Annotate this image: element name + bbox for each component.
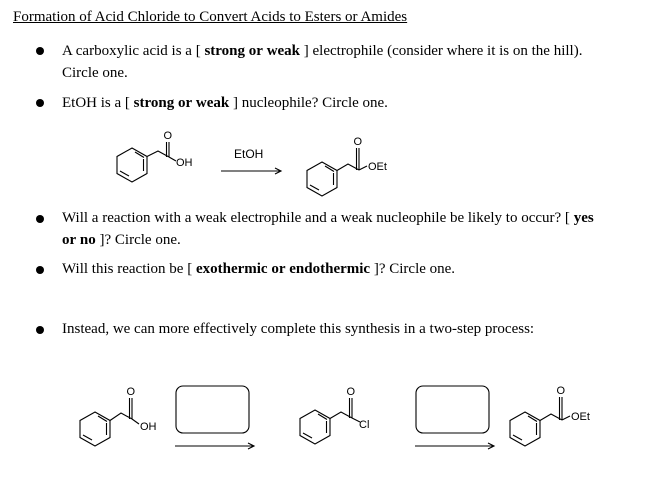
q4-option-endothermic[interactable]: endothermic bbox=[289, 261, 371, 277]
rxn1-hydroxyl-oh: OH bbox=[176, 157, 193, 169]
rxn2-chloride-cl: Cl bbox=[359, 419, 370, 431]
answer-box-2[interactable] bbox=[416, 386, 489, 433]
q3-text-end: ]? Circle one. bbox=[95, 232, 181, 248]
q1-or: or bbox=[248, 43, 263, 59]
ethyl-benzoate-structure-2 bbox=[510, 397, 570, 446]
rxn1-carbonyl-o: O bbox=[163, 130, 173, 142]
q3-or: or bbox=[62, 232, 77, 248]
q1-circle-one: Circle one. bbox=[62, 65, 128, 81]
page-title: Formation of Acid Chloride to Convert Acids to Esters or Amides bbox=[13, 9, 408, 25]
rxn1-product-carbonyl-o: O bbox=[353, 136, 363, 148]
q1-option-strong[interactable]: strong bbox=[204, 43, 246, 59]
q4-or: or bbox=[271, 261, 286, 277]
q5-text: Instead, we can more effectively complete this synthesis in a two-step process: bbox=[62, 321, 535, 337]
q1-text-end: ] electrophile (consider where it is on the hill). bbox=[300, 43, 583, 59]
rxn2-ester-carbonyl-o: O bbox=[556, 385, 566, 397]
q3-option-no[interactable]: no bbox=[79, 232, 96, 248]
rxn2-chloride-carbonyl-o: O bbox=[346, 386, 356, 398]
benzoyl-chloride-structure bbox=[300, 398, 360, 444]
q2-text-start: EtOH is a [ bbox=[62, 95, 134, 111]
benzoic-acid-structure-2 bbox=[80, 398, 139, 446]
q1-text-start: A carboxylic acid is a [ bbox=[62, 43, 205, 59]
q4-text-end: ]? Circle one. bbox=[370, 261, 456, 277]
rxn1-reagent-etoh: EtOH bbox=[234, 147, 264, 161]
q4-option-exothermic[interactable]: exothermic bbox=[195, 261, 268, 277]
rxn2-acid-carbonyl-o: O bbox=[126, 386, 136, 398]
q3-text-start: Will a reaction with a weak electrophile and a weak nucleophile be likely to occur? [ bbox=[62, 210, 574, 226]
q2-or: or bbox=[177, 95, 193, 111]
rxn2-ester-oet: OEt bbox=[571, 411, 590, 423]
rxn2-acid-oh: OH bbox=[140, 421, 157, 433]
q4-text-start: Will this reaction be [ bbox=[62, 261, 196, 277]
benzoic-acid-structure bbox=[117, 142, 176, 182]
q2-text-end: ] nucleophile? Circle one. bbox=[229, 95, 388, 111]
rxn1-product-oet: OEt bbox=[368, 161, 387, 173]
q2-option-strong[interactable]: strong bbox=[133, 95, 175, 111]
q3-option-yes[interactable]: yes bbox=[573, 210, 594, 226]
ethyl-benzoate-structure bbox=[307, 148, 367, 196]
answer-box-1[interactable] bbox=[176, 386, 249, 433]
q2-option-weak[interactable]: weak bbox=[195, 95, 230, 111]
q1-option-weak[interactable]: weak bbox=[266, 43, 301, 59]
